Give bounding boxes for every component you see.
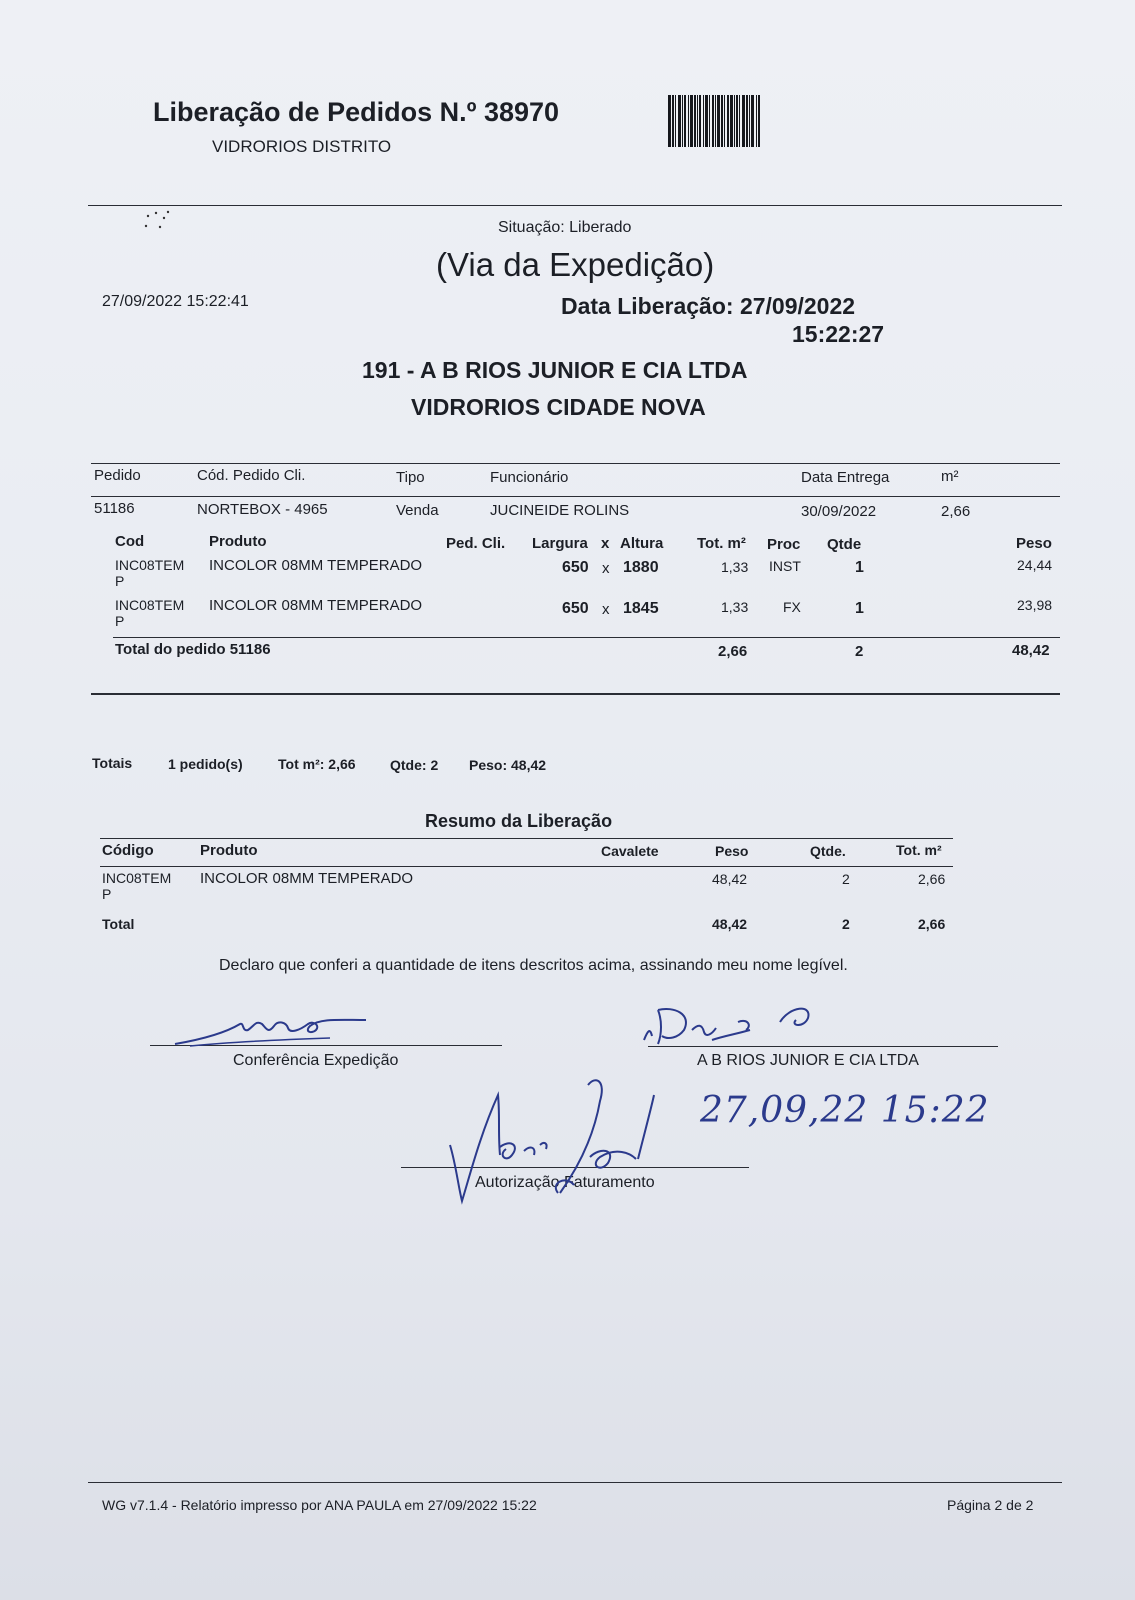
summary-codigo: INC08TEM P	[102, 870, 172, 902]
declaration-text: Declaro que conferi a quantidade de itens descritos acima, assinando meu nome legível.	[219, 957, 848, 974]
handwritten-signature-conferencia	[170, 1010, 390, 1050]
item-2-x: x	[602, 601, 610, 618]
items-header-tot-m2: Tot. m²	[697, 535, 746, 552]
summary-total-peso: 48,42	[712, 916, 748, 932]
summary-tot-m2: 2,66	[918, 871, 946, 887]
item-2-qtde: 1	[855, 600, 864, 617]
item-2-altura: 1845	[623, 600, 659, 617]
item-2-largura: 650	[562, 600, 589, 617]
item-2-tot-m2: 1,33	[721, 599, 749, 615]
item-1-largura: 650	[562, 559, 589, 576]
item-1-proc: INST	[769, 558, 801, 574]
item-2-proc: FX	[783, 599, 801, 615]
order-data-entrega: 30/09/2022	[801, 503, 877, 520]
footer-divider	[88, 1482, 1062, 1483]
order-total-label: Total do pedido 51186	[115, 641, 271, 658]
summary-header-qtde: Qtde.	[810, 843, 846, 859]
col-header-pedido: Pedido	[94, 467, 141, 484]
footer-page-number: Página 2 de 2	[947, 1497, 1034, 1513]
item-1-qtde: 1	[855, 559, 864, 576]
order-pedido: 51186	[94, 500, 135, 517]
col-header-m2: m²	[941, 468, 959, 485]
order-total-m2: 2,66	[718, 643, 748, 660]
summary-title: Resumo da Liberação	[425, 811, 613, 831]
summary-qtde: 2	[842, 871, 850, 887]
item-1-tot-m2: 1,33	[721, 559, 749, 575]
via-label: (Via da Expedição)	[436, 246, 715, 283]
totals-m2: Tot m²: 2,66	[278, 756, 356, 772]
items-header-qtde: Qtde	[827, 536, 862, 553]
print-datetime: 27/09/2022 15:22:41	[102, 293, 249, 310]
summary-produto: INCOLOR 08MM TEMPERADO	[200, 870, 414, 887]
item-2-cod: INC08TEM P	[115, 597, 185, 629]
summary-total-qtde: 2	[842, 916, 850, 932]
barcode-image	[668, 95, 838, 147]
release-date: Data Liberação: 27/09/2022	[561, 293, 856, 319]
totals-label: Totais	[92, 755, 133, 771]
decorative-dots	[144, 210, 174, 232]
order-table-header-border	[91, 496, 1060, 497]
summary-header-cavalete: Cavalete	[601, 843, 659, 859]
col-header-tipo: Tipo	[396, 469, 425, 486]
items-header-x: x	[601, 535, 610, 552]
item-1-altura: 1880	[623, 559, 659, 576]
summary-header-codigo: Código	[102, 842, 154, 859]
footer-printed-by: WG v7.1.4 - Relatório impresso por ANA PAULA em 27/09/2022 15:22	[102, 1497, 537, 1513]
totals-peso: Peso: 48,42	[469, 757, 547, 773]
summary-header-produto: Produto	[200, 842, 258, 859]
summary-top-border	[100, 838, 953, 839]
summary-header-border	[100, 866, 953, 867]
items-header-cod: Cod	[115, 533, 145, 550]
items-header-altura: Altura	[620, 535, 664, 552]
order-table-top-border	[91, 463, 1060, 464]
items-header-largura: Largura	[532, 535, 588, 552]
item-1-peso: 24,44	[1017, 557, 1053, 573]
summary-peso: 48,42	[712, 871, 748, 887]
release-time: 15:22:27	[792, 321, 885, 347]
handwritten-signature-autorizacao	[440, 1075, 680, 1215]
totals-pedidos: 1 pedido(s)	[168, 756, 243, 772]
items-total-border	[113, 637, 1060, 638]
order-cod-pedido-cli: NORTEBOX - 4965	[197, 501, 328, 518]
item-1-x: x	[602, 560, 610, 577]
header-divider	[88, 205, 1062, 206]
signature-label-client: A B RIOS JUNIOR E CIA LTDA	[697, 1052, 919, 1069]
totals-qtde: Qtde: 2	[390, 757, 439, 773]
item-1-produto: INCOLOR 08MM TEMPERADO	[209, 557, 423, 574]
order-m2: 2,66	[941, 503, 971, 520]
items-header-proc: Proc	[767, 536, 801, 553]
order-tipo: Venda	[396, 502, 439, 519]
items-header-produto: Produto	[209, 533, 267, 550]
handwritten-signature-client	[640, 1000, 840, 1050]
col-header-data-entrega: Data Entrega	[801, 469, 890, 486]
signature-label-conferencia: Conferência Expedição	[233, 1052, 399, 1069]
client-name: 191 - A B RIOS JUNIOR E CIA LTDA	[362, 357, 748, 383]
summary-header-peso: Peso	[715, 843, 749, 859]
items-header-ped-cli: Ped. Cli.	[446, 535, 506, 552]
col-header-funcionario: Funcionário	[490, 469, 569, 486]
client-store: VIDRORIOS CIDADE NOVA	[411, 394, 706, 420]
order-funcionario: JUCINEIDE ROLINS	[490, 502, 630, 519]
order-section-bottom-border	[91, 693, 1060, 695]
status-label: Situação: Liberado	[498, 219, 632, 236]
signature-label-autorizacao: Autorização Faturamento	[475, 1174, 655, 1191]
items-header-peso: Peso	[1016, 535, 1052, 552]
item-2-produto: INCOLOR 08MM TEMPERADO	[209, 597, 423, 614]
order-total-qtde: 2	[855, 643, 864, 660]
order-total-peso: 48,42	[1012, 642, 1050, 659]
document-title: Liberação de Pedidos N.º 38970	[153, 97, 560, 127]
handwritten-date: 27,09,22 15:22	[700, 1090, 990, 1131]
col-header-cod-pedido-cli: Cód. Pedido Cli.	[197, 467, 306, 484]
summary-total-label: Total	[102, 916, 135, 932]
item-2-peso: 23,98	[1017, 597, 1053, 613]
summary-header-tot-m2: Tot. m²	[896, 842, 942, 858]
item-1-cod: INC08TEM P	[115, 557, 185, 589]
document-subtitle: VIDRORIOS DISTRITO	[212, 137, 392, 156]
summary-total-m2: 2,66	[918, 916, 946, 932]
